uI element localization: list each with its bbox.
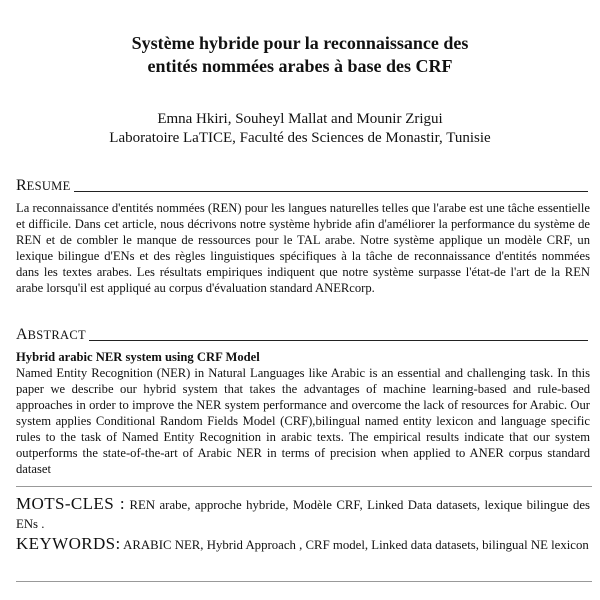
- paper-title-line-2: entités nommées arabes à base des CRF: [147, 56, 453, 76]
- resume-text: La reconnaissance d'entités nommées (REN) pour les langues naturelles telles que l'arabe est une tâche essentielle et difficile. Dans cet article, nous décrivons notre système hybride afin d'améliorer la performance du système de REN et de combler le manque de ressources pour le TAL arabe. Notre système applique un modèle CRF, un lexique bilingue d'ENs et des règles linguistiques spécifiques à la tâche de reconnaissance d'entités nommées dans les textes arabes. Les résultats empiriques indiquent que notre système surpasse l'état-de l'art de la REN arabe lorsqu'il est appliqué au corpus d'évaluation standard ANERcorp.: [16, 201, 590, 295]
- author-block: [40, 110, 560, 148]
- motscles-label: MOTS-CLES :: [16, 494, 126, 513]
- english-title: Hybrid arabic NER system using CRF Model: [16, 350, 260, 364]
- resume-heading-text: RESUME: [16, 177, 71, 194]
- resume-heading: [16, 176, 588, 196]
- keywords-label: KEYWORDS:: [16, 534, 121, 553]
- paper-title-line-1: Système hybride pour la reconnaissance des: [131, 33, 469, 53]
- divider-top: [16, 486, 592, 487]
- author-names: Emna Hkiri, Souheyl Mallat and Mounir Zrigui: [157, 111, 443, 127]
- keywords-text: ARABIC NER, Hybrid Approach , CRF model, Linked data datasets, bilingual NE lexicon: [123, 538, 589, 552]
- abstract-text: Named Entity Recognition (NER) in Natural Languages like Arabic is an essential and challenging task. In this paper we describe our hybrid system that takes the advantages of machine learning-based and rule-based approaches in order to improve the NER system performance and overcome the lack of resources for Arabic. Our system applies Conditional Random Fields Model (CRF),bilingual named entity lexicon and language specific rules to the task of Named Entity Recognition in arabic texts. The empirical results indicate that our system outperforms the state-of-the-art of Arabic NER in terms of precision when applied to ANER corpus standard dataset: [16, 366, 590, 476]
- resume-heading-rule: [74, 191, 588, 192]
- divider-bottom: [16, 581, 592, 582]
- abstract-heading-rule: [89, 340, 588, 341]
- abstract-heading-text: ABSTRACT: [16, 326, 86, 343]
- author-affiliation: Laboratoire LaTICE, Faculté des Sciences de Monastir, Tunisie: [109, 130, 491, 146]
- paper-title: [40, 32, 560, 78]
- motscles-text: REN arabe, approche hybride, Modèle CRF, Linked Data datasets, lexique bilingue des ENs .: [16, 498, 591, 531]
- abstract-heading: [16, 325, 588, 345]
- motscles-block: [16, 494, 590, 534]
- keywords-block: [16, 534, 590, 555]
